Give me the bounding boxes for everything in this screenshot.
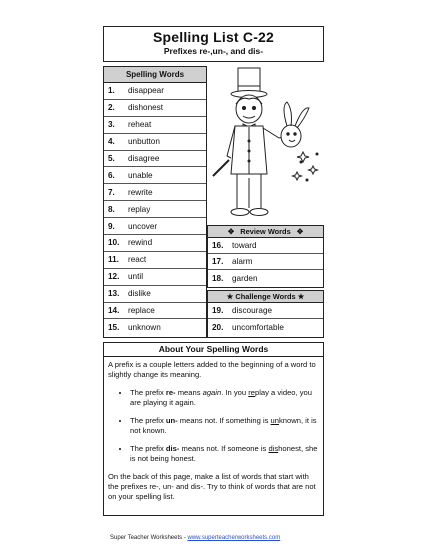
- about-title: About Your Spelling Words: [104, 343, 323, 357]
- about-box: [103, 342, 324, 516]
- review-word-row: [208, 270, 323, 286]
- star-icon: ★: [297, 292, 305, 301]
- word-text: uncomfortable: [232, 322, 284, 332]
- spelling-word-row: [104, 286, 206, 303]
- footer-link[interactable]: www.superteacherworksheets.com: [187, 535, 281, 541]
- spelling-word-row: [104, 117, 206, 134]
- word-text: dislike: [128, 289, 151, 299]
- prefix-un-item: • The prefix un- means not. If something is unknown, it is not known.: [130, 416, 319, 436]
- spelling-word-row: [104, 269, 206, 286]
- word-number: 6.: [108, 170, 115, 180]
- spelling-word-row: [104, 151, 206, 168]
- word-number: 12.: [108, 272, 120, 282]
- word-number: 15.: [108, 323, 120, 333]
- word-number: 10.: [108, 238, 120, 248]
- review-words-header: [208, 226, 323, 238]
- prefix-dis-item: • The prefix dis- means not. If someone is dishonest, she is not being honest.: [130, 444, 319, 464]
- spelling-word-row: [104, 252, 206, 269]
- word-number: 2.: [108, 103, 115, 113]
- word-text: rewind: [128, 238, 153, 248]
- word-text: replace: [128, 306, 155, 316]
- word-number: 8.: [108, 204, 115, 214]
- word-number: 1.: [108, 86, 115, 96]
- word-number: 4.: [108, 137, 115, 147]
- word-text: disagree: [128, 154, 160, 163]
- spelling-word-row: [104, 319, 206, 336]
- magician-illustration: [207, 66, 324, 221]
- word-number: 3.: [108, 120, 115, 130]
- about-closing: On the back of this page, make a list of words that start with the prefixes re-, un- and dis-. Try to think of words that are not on your spelling list.: [108, 472, 316, 501]
- word-number: 20.: [212, 322, 224, 332]
- page-title: Spelling List C-22: [152, 29, 275, 45]
- word-number: 9.: [108, 221, 115, 231]
- spelling-word-row: [104, 134, 206, 151]
- footer: [110, 535, 280, 541]
- spelling-word-row: [104, 83, 206, 100]
- word-text: uncover: [128, 221, 158, 231]
- word-number: 13.: [108, 289, 120, 299]
- word-text: unbutton: [128, 137, 160, 147]
- challenge-words-header: [208, 291, 323, 303]
- compass-icon: ✥: [296, 227, 304, 236]
- spelling-word-row: [104, 303, 206, 320]
- prefix-re-item: • The prefix re- means again. In you replay a video, you are playing it again.: [130, 388, 319, 408]
- word-number: 17.: [212, 257, 224, 266]
- word-number: 14.: [108, 306, 120, 316]
- footer-text: Super Teacher Worksheets -: [110, 535, 188, 541]
- word-text: alarm: [232, 257, 253, 266]
- spelling-word-row: [104, 235, 206, 252]
- word-text: dishonest: [128, 103, 164, 113]
- spelling-word-row: [104, 100, 206, 117]
- challenge-words-box: [207, 290, 324, 338]
- page-subtitle: Prefixes re-,un-, and dis-: [163, 46, 264, 56]
- word-text: unable: [128, 170, 153, 180]
- spelling-words-box: [103, 66, 207, 338]
- word-number: 19.: [212, 306, 224, 315]
- word-text: rewrite: [128, 187, 153, 197]
- word-text: react: [128, 255, 147, 265]
- review-words-title: Review Words: [240, 227, 291, 236]
- word-text: toward: [232, 241, 257, 250]
- challenge-words-title: Challenge Words: [235, 292, 296, 301]
- word-text: unknown: [128, 323, 161, 333]
- challenge-word-row: [208, 319, 323, 335]
- magician-icon: [207, 66, 324, 221]
- word-text: replay: [128, 204, 151, 214]
- title-box: [103, 26, 324, 62]
- review-word-row: [208, 254, 323, 270]
- review-words-box: [207, 225, 324, 288]
- review-word-row: [208, 238, 323, 254]
- star-icon: ★: [226, 292, 234, 301]
- prefix-list: [108, 388, 319, 464]
- word-text: reheat: [128, 120, 152, 130]
- spelling-word-row: [104, 201, 206, 218]
- word-number: 18.: [212, 273, 224, 283]
- compass-icon: ✥: [227, 227, 235, 236]
- spelling-word-row: [104, 184, 206, 201]
- challenge-word-row: [208, 303, 323, 319]
- word-text: garden: [232, 273, 258, 283]
- word-text: disappear: [128, 86, 164, 96]
- word-text: until: [128, 272, 144, 282]
- word-number: 7.: [108, 187, 115, 197]
- spelling-word-row: [104, 218, 206, 235]
- word-text: discourage: [232, 306, 273, 315]
- word-number: 16.: [212, 241, 224, 250]
- spelling-word-row: [104, 167, 206, 184]
- about-intro: A prefix is a couple letters added to the beginning of a word to slightly change its meaning.: [108, 360, 316, 379]
- word-number: 11.: [108, 255, 119, 265]
- word-number: 5.: [108, 154, 115, 163]
- worksheet: [103, 26, 324, 516]
- spelling-words-header: Spelling Words: [104, 67, 206, 83]
